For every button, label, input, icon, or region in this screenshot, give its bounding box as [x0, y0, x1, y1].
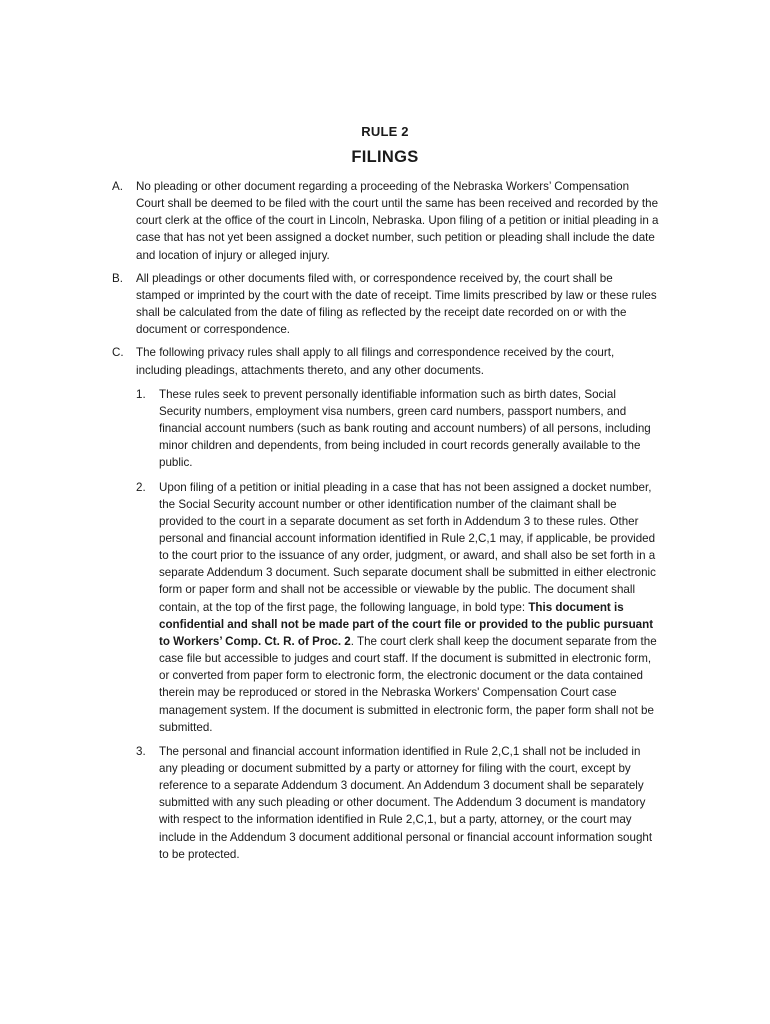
rule-number: RULE 2 — [361, 124, 409, 139]
section-b — [112, 270, 660, 339]
subsection-marker: 2. — [136, 480, 146, 494]
section-marker: C. — [112, 346, 124, 360]
subsection-text: These rules seek to prevent personally identifiable information such as birth dates, Social Security numbers, employment visa numbers, green card numbers, passport numbers, and financial account numbers (such as bank routing and account numbers) of all persons, including minor children and dependents, from being included in court records generally available to the public. — [159, 387, 651, 470]
subsection-marker: 3. — [136, 744, 146, 758]
section-marker: A. — [112, 180, 123, 193]
subsection-3 — [136, 743, 660, 863]
section-c-content — [136, 344, 660, 863]
section-marker: B. — [112, 271, 123, 285]
subsection-text: The personal and financial account information identified in Rule 2,C,1 shall not be included in any pleading or document submitted by a party or attorney for filing with the court, except by reference to a separate Addendum 3 document. An Addendum 3 document shall be separately submitted with any such pleading or other document. The Addendum 3 document is mandatory with respect to the information identified in Rule 2,C,1, but a party, attorney, or the court may include in the Addendum 3 document additional personal or financial account information sought to be protected. — [159, 744, 653, 861]
rule-body — [112, 178, 660, 869]
subsection-text-before: Upon filing of a petition or initial pleading in a case that has not been assigned a docket number, the Social Security account number or other identification number of the claimant shall be provided to the court in a separate document as set forth in Addendum 3 to these rules. Other personal and financial account information identified in Rule 2,C,1 may, if applicable, be provided to the court prior to the issuance of any order, judgment, or award, and shall also be set forth in a separate Addendum 3 document. Such separate document shall be submitted in either electronic form or paper form and shall not be accessible or viewable by the public. The document shall contain, at the top of the first page, the following language, in bold type: — [159, 480, 656, 614]
subsection-text — [159, 479, 660, 736]
section-text: The following privacy rules shall apply to all filings and correspondence received by the court, including pleadings, attachments thereto, and any other documents. — [136, 346, 615, 377]
rule-title: FILINGS — [351, 148, 419, 166]
subsection-text-after: . The court clerk shall keep the document separate from the case file but accessible to judges and court staff. If the document is submitted in electronic form, or converted from paper form to electronic form, the electronic document or the data contained therein may be reproduced or stored in the Nebraska Workers' Compensation Court case management system. If the document is submitted in electronic form, the paper form shall not be submitted. — [159, 634, 657, 734]
section-text: No pleading or other document regarding a proceeding of the Nebraska Workers’ Compensation Court shall be deemed to be filed with the court until the same has been received and recorded by the court clerk at the office of the court in Lincoln, Nebraska. Upon filing of a petition or initial pleading in a case that has not yet been assigned a docket number, such petition or pleading shall include the date and location of injury or alleged injury. — [136, 180, 659, 262]
confidentiality-notice: This document is confidential and shall not be made part of the court file or provided to the public pursuant to Workers’ Comp. Ct. R. of Proc. 2 — [159, 600, 654, 648]
subsection-2 — [136, 479, 660, 736]
subsection-marker: 1. — [136, 387, 146, 401]
section-text: All pleadings or other documents filed with, or correspondence received by, the court shall be stamped or imprinted by the court with the date of receipt. Time limits prescribed by law or these rules shall be calculated from the date of filing as reflected by the receipt date recorded on or with the document or correspondence. — [136, 271, 657, 337]
section-c — [112, 344, 660, 863]
section-a — [112, 178, 660, 264]
subsection-1 — [136, 386, 660, 472]
